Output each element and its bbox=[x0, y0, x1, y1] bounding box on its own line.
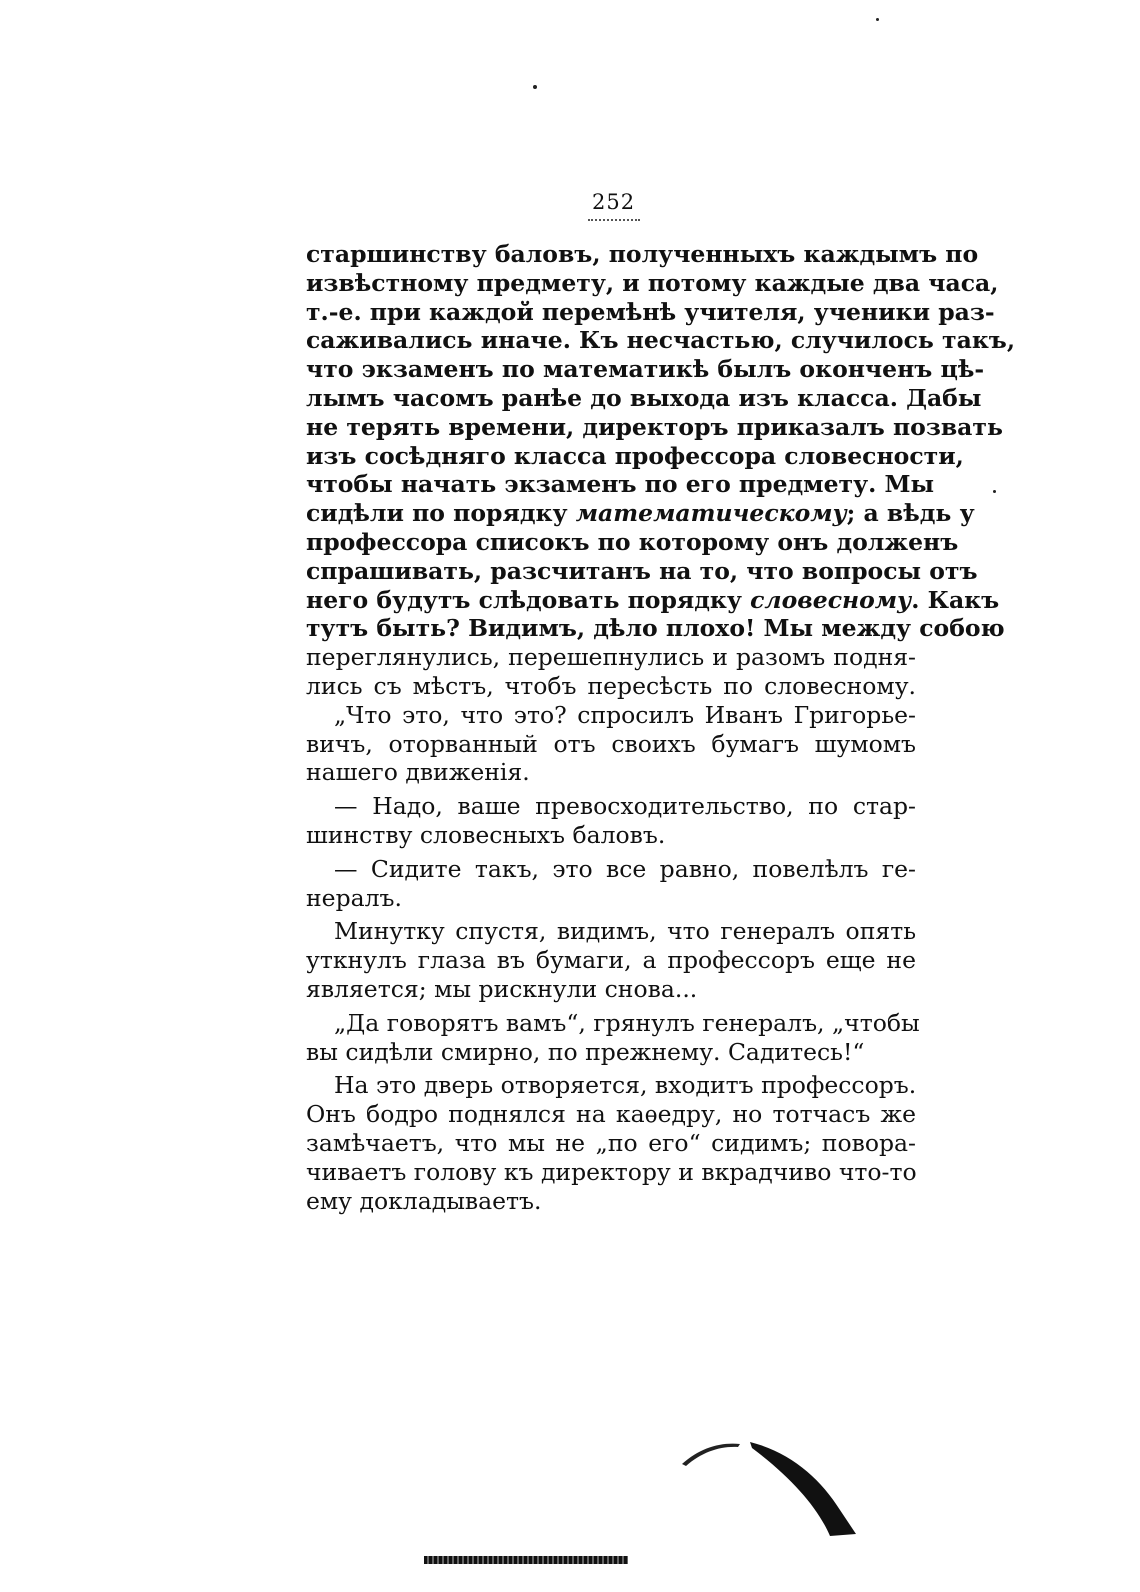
text-line bbox=[306, 585, 1000, 615]
text-line: тутъ быть? Видимъ, дѣло плохо! Мы между собою bbox=[306, 614, 1005, 643]
text-line: шинству словесныхъ баловъ. bbox=[306, 820, 666, 849]
text-line-segment: него будутъ слѣдовать порядку bbox=[306, 585, 751, 614]
body-text bbox=[306, 240, 1016, 1215]
scan-speck bbox=[876, 18, 879, 21]
italic-term: математическому bbox=[575, 499, 847, 528]
text-line-segment: ; а вѣдь у bbox=[846, 499, 975, 528]
text-line: „Да говорятъ вамъ“, грянулъ генералъ, „чтобы bbox=[334, 1008, 920, 1037]
text-line: нашего движенія. bbox=[306, 758, 530, 787]
text-line: Онъ бодро поднялся на каѳедру, но тотчасъ же bbox=[306, 1100, 916, 1129]
text-line: является; мы рискнули снова... bbox=[306, 974, 698, 1003]
text-line: переглянулись, перешепнулись и разомъ подня- bbox=[306, 643, 916, 672]
bottom-rule bbox=[424, 1556, 628, 1564]
page-number: 252 bbox=[592, 190, 636, 214]
page-number-rule bbox=[588, 219, 640, 221]
text-line: вы сидѣли смирно, по прежнему. Садитесь!“ bbox=[306, 1037, 865, 1066]
text-line: — Надо, ваше превосходительство, по стар- bbox=[334, 792, 916, 821]
scan-speck bbox=[533, 85, 537, 89]
italic-term: словесному bbox=[750, 585, 912, 614]
scan-speck bbox=[993, 490, 996, 493]
text-line: нералъ. bbox=[306, 883, 402, 912]
text-line: чиваетъ голову къ директору и вкрадчиво что-то bbox=[306, 1157, 917, 1186]
text-line: т.-е. при каждой перемѣнѣ учителя, ученики раз- bbox=[306, 297, 995, 326]
text-line: — Сидите такъ, это все равно, повелѣлъ ге- bbox=[334, 854, 916, 883]
text-line bbox=[306, 499, 975, 528]
text-line: изъ сосѣдняго класса профессора словесности, bbox=[306, 441, 964, 470]
text-line: профессора списокъ по которому онъ долженъ bbox=[306, 527, 959, 556]
text-line: лись съ мѣстъ, чтобъ пересѣсть по словесному. bbox=[306, 671, 916, 700]
text-line: старшинству баловъ, полученныхъ каждымъ по bbox=[306, 240, 979, 268]
text-line-segment: . Какъ bbox=[911, 585, 1000, 614]
scan-artifact-mark bbox=[680, 1438, 860, 1538]
text-line: чтобы начать экзаменъ по его предмету. Мы bbox=[306, 470, 935, 499]
text-line: что экзаменъ по математикѣ былъ оконченъ цѣ- bbox=[306, 355, 985, 384]
text-line: не терять времени, директоръ приказалъ позвать bbox=[306, 412, 1003, 441]
text-line: вичъ, оторванный отъ своихъ бумагъ шумомъ bbox=[306, 729, 916, 758]
text-line: Минутку спустя, видимъ, что генералъ опять bbox=[334, 917, 916, 946]
text-line: замѣчаетъ, что мы не „по его“ сидимъ; повора- bbox=[306, 1128, 916, 1157]
text-line: лымъ часомъ ранѣе до выхода изъ класса. Дабы bbox=[306, 383, 982, 412]
text-line: спрашивать, разсчитанъ на то, что вопросы отъ bbox=[306, 556, 978, 585]
text-line-segment: сидѣли по порядку bbox=[306, 499, 576, 528]
text-line: уткнулъ глаза въ бумаги, а профессоръ еще не bbox=[306, 946, 916, 975]
text-line: ему докладываетъ. bbox=[306, 1186, 542, 1215]
text-line: На это дверь отворяется, входитъ профессоръ. bbox=[334, 1071, 917, 1100]
text-line: саживались иначе. Къ несчастью, случилось такъ, bbox=[306, 326, 1016, 355]
text-line: „Что это, что это? спросилъ Иванъ Григорье- bbox=[334, 700, 916, 729]
text-line: извѣстному предмету, и потому каждые два часа, bbox=[306, 268, 999, 297]
